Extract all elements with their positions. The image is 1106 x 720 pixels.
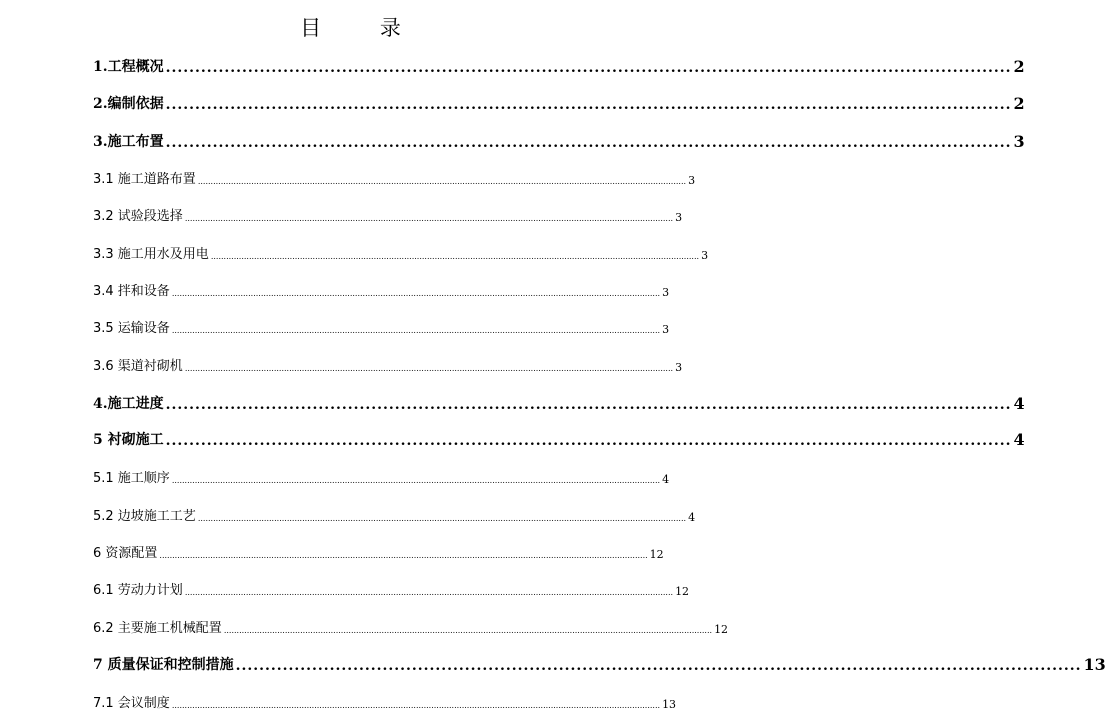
toc-entry[interactable] <box>93 502 696 524</box>
toc-entry-page: 3 <box>1013 132 1025 151</box>
toc-entry[interactable] <box>93 689 677 711</box>
toc-entry-page: 2 <box>1013 57 1025 76</box>
toc-entry[interactable] <box>93 277 670 299</box>
toc-leader-dots: ................................................................................................................................................................................................ <box>171 701 661 710</box>
toc-entry-page: 3 <box>675 361 683 374</box>
toc-leader-dots: ................................................................................................................................................................................................ <box>223 626 713 635</box>
toc-entry-page: 4 <box>1013 394 1025 413</box>
toc-entry[interactable] <box>93 314 670 336</box>
toc-entry-label: 2.编制依据 <box>93 96 164 112</box>
toc-entry-page: 4 <box>688 511 696 524</box>
toc-leader-dots: ................................................................................................................................................ <box>165 97 1012 113</box>
toc-leader-dots: ................................................................................................................................................................................................ <box>171 289 661 298</box>
toc-leader-dots: ................................................................................................................................................................................................ <box>159 551 648 560</box>
toc-entry-page: 4 <box>662 473 670 486</box>
toc-entry-label: 3.5 运输设备 <box>93 321 170 336</box>
toc-entry-label: 1.工程概况 <box>93 59 164 75</box>
toc-entry-page: 12 <box>675 585 690 598</box>
toc-leader-dots: ................................................................................................................................................................................................ <box>171 326 661 335</box>
toc-entry[interactable] <box>93 652 1106 674</box>
toc-leader-dots: ................................................................................................................................................................................................ <box>197 514 687 523</box>
toc-entry[interactable] <box>93 129 1025 151</box>
toc-entry-page: 3 <box>675 211 683 224</box>
toc-leader-dots: ................................................................................................................................................ <box>165 433 1012 449</box>
toc-entry-page: 3 <box>688 174 696 187</box>
toc-entry-page: 12 <box>714 623 729 636</box>
toc-entry[interactable] <box>93 464 670 486</box>
toc-leader-dots: ................................................................................................................................................ <box>165 135 1012 151</box>
toc-entry-label: 7.1 会议制度 <box>93 696 170 711</box>
toc-entry-label: 6.2 主要施工机械配置 <box>93 621 222 636</box>
toc-leader-dots: ................................................................................................................................................................................................ <box>184 214 674 223</box>
toc-entry[interactable] <box>93 202 683 224</box>
toc-entry-label: 7 质量保证和控制措施 <box>93 657 234 673</box>
toc-entry-label: 3.6 渠道衬砌机 <box>93 359 183 374</box>
toc-entry-label: 5.2 边坡施工工艺 <box>93 509 196 524</box>
toc-leader-dots: ................................................................................................................................................................................................ <box>171 476 661 485</box>
toc-title: 目 录 <box>300 16 427 40</box>
toc-leader-dots: ................................................................................................................................................ <box>235 658 1082 674</box>
toc-entry[interactable] <box>93 54 1025 76</box>
toc-entry-label: 3.4 拌和设备 <box>93 284 170 299</box>
toc-entry[interactable] <box>93 91 1025 113</box>
toc-entry[interactable] <box>93 614 729 636</box>
toc-entry-label: 6.1 劳动力计划 <box>93 583 183 598</box>
toc-leader-dots: ................................................................................................................................................................................................ <box>197 177 687 186</box>
toc-entry-label: 3.施工布置 <box>93 134 164 150</box>
toc-leader-dots: ................................................................................................................................................................................................ <box>210 252 700 261</box>
toc-entry-page: 12 <box>649 548 664 561</box>
toc-entry-page: 3 <box>701 249 709 262</box>
toc-leader-dots: ................................................................................................................................................................................................ <box>184 588 674 597</box>
toc-entry-page: 3 <box>662 323 670 336</box>
toc-entry-page: 13 <box>662 698 677 711</box>
toc-entry-label: 5.1 施工顺序 <box>93 471 170 486</box>
toc-entry-page: 2 <box>1013 94 1025 113</box>
toc-entry-label: 3.2 试验段选择 <box>93 209 183 224</box>
toc-entry-page: 3 <box>662 286 670 299</box>
toc-entry[interactable] <box>93 352 683 374</box>
toc-leader-dots: ................................................................................................................................................ <box>165 60 1012 76</box>
toc-leader-dots: ................................................................................................................................................................................................ <box>184 364 674 373</box>
toc-entry-label: 3.3 施工用水及用电 <box>93 247 209 262</box>
toc-leader-dots: ................................................................................................................................................ <box>165 397 1012 413</box>
toc-entry-page: 4 <box>1013 430 1025 449</box>
toc-entry[interactable] <box>93 165 696 187</box>
toc-entry[interactable] <box>93 576 690 598</box>
toc-entry[interactable] <box>93 539 664 561</box>
toc-entry[interactable] <box>93 427 1025 449</box>
toc-entry-page: 13 <box>1083 655 1106 674</box>
toc-entry-label: 3.1 施工道路布置 <box>93 172 196 187</box>
toc-entry-label: 5 衬砌施工 <box>93 432 164 448</box>
toc-entry-label: 6 资源配置 <box>93 546 158 561</box>
toc-entry[interactable] <box>93 240 709 262</box>
toc-entry[interactable] <box>93 391 1025 413</box>
toc-entry-label: 4.施工进度 <box>93 396 164 412</box>
